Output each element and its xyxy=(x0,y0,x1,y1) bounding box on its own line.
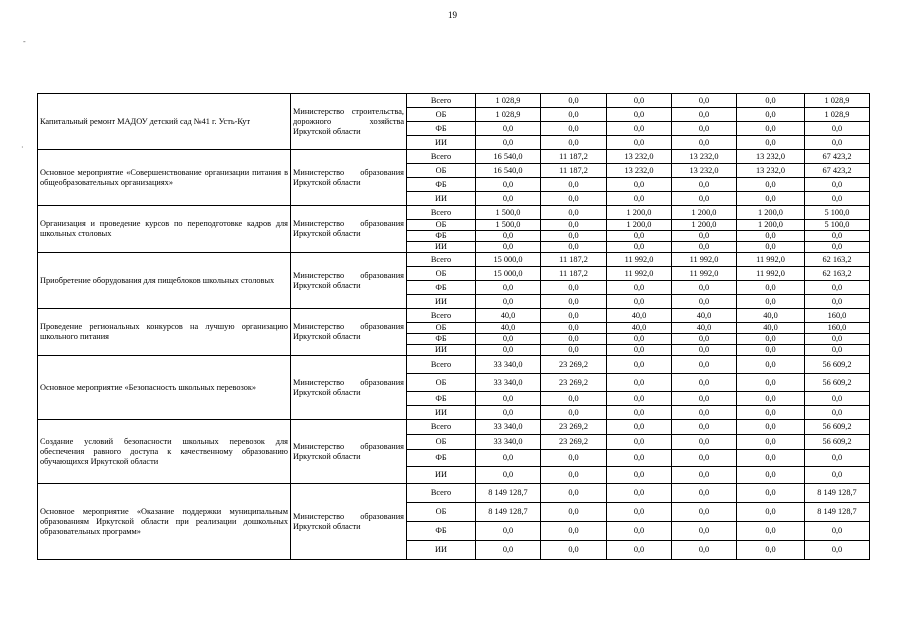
amount-cell: 0,0 xyxy=(737,522,805,541)
amount-cell: 0,0 xyxy=(672,420,737,435)
amount-cell: 8 149 128,7 xyxy=(476,484,541,503)
amount-cell: 1 500,0 xyxy=(476,206,541,220)
amount-cell: 0,0 xyxy=(607,231,672,242)
funding-source-cell: ФБ xyxy=(407,450,476,467)
amount-cell: 0,0 xyxy=(737,345,805,356)
amount-cell: 0,0 xyxy=(672,334,737,345)
funding-source-cell: ФБ xyxy=(407,178,476,192)
amount-cell: 0,0 xyxy=(607,178,672,192)
executor-cell: Министерство строительства, дорожного хозяйства Иркутской области xyxy=(291,94,407,150)
amount-cell: 56 609,2 xyxy=(805,435,870,450)
amount-cell: 0,0 xyxy=(476,122,541,136)
event-name-cell: Создание условий безопасности школьных перевозок для обеспечения равного доступа к качественному образованию обучающихся Иркутской области xyxy=(38,420,291,484)
amount-cell: 5 100,0 xyxy=(805,206,870,220)
amount-cell: 0,0 xyxy=(737,192,805,206)
amount-cell: 1 028,9 xyxy=(805,94,870,108)
amount-cell: 0,0 xyxy=(476,541,541,560)
amount-cell: 0,0 xyxy=(541,309,607,323)
amount-cell: 0,0 xyxy=(672,108,737,122)
page-number: 19 xyxy=(448,10,457,20)
amount-cell: 0,0 xyxy=(607,281,672,295)
funding-source-cell: ИИ xyxy=(407,345,476,356)
amount-cell: 0,0 xyxy=(737,231,805,242)
amount-cell: 13 232,0 xyxy=(672,164,737,178)
amount-cell: 0,0 xyxy=(607,122,672,136)
funding-source-cell: ОБ xyxy=(407,220,476,231)
amount-cell: 56 609,2 xyxy=(805,420,870,435)
amount-cell: 0,0 xyxy=(476,467,541,484)
funding-source-cell: ОБ xyxy=(407,323,476,334)
amount-cell: 56 609,2 xyxy=(805,374,870,392)
event-name-cell: Основное мероприятие «Совершенствование организации питания в общеобразовательных организациях» xyxy=(38,150,291,206)
amount-cell: 40,0 xyxy=(607,323,672,334)
amount-cell: 0,0 xyxy=(672,281,737,295)
amount-cell: 0,0 xyxy=(476,178,541,192)
funding-source-cell: Всего xyxy=(407,206,476,220)
funding-source-cell: Всего xyxy=(407,150,476,164)
amount-cell: 0,0 xyxy=(607,467,672,484)
table-row xyxy=(38,484,870,503)
amount-cell: 0,0 xyxy=(672,136,737,150)
executor-cell: Министерство образования Иркутской области xyxy=(291,356,407,420)
amount-cell: 0,0 xyxy=(607,295,672,309)
amount-cell: 11 187,2 xyxy=(541,164,607,178)
table-body xyxy=(38,94,870,560)
amount-cell: 8 149 128,7 xyxy=(805,503,870,522)
funding-source-cell: ФБ xyxy=(407,392,476,406)
amount-cell: 33 340,0 xyxy=(476,356,541,374)
amount-cell: 0,0 xyxy=(541,484,607,503)
amount-cell: 15 000,0 xyxy=(476,267,541,281)
funding-source-cell: ИИ xyxy=(407,192,476,206)
amount-cell: 0,0 xyxy=(541,206,607,220)
amount-cell: 11 187,2 xyxy=(541,253,607,267)
amount-cell: 0,0 xyxy=(737,467,805,484)
amount-cell: 13 232,0 xyxy=(672,150,737,164)
amount-cell: 0,0 xyxy=(476,281,541,295)
table-row xyxy=(38,150,870,164)
amount-cell: 0,0 xyxy=(805,541,870,560)
amount-cell: 0,0 xyxy=(672,503,737,522)
amount-cell: 0,0 xyxy=(672,345,737,356)
amount-cell: 16 540,0 xyxy=(476,150,541,164)
amount-cell: 5 100,0 xyxy=(805,220,870,231)
amount-cell: 11 992,0 xyxy=(672,267,737,281)
amount-cell: 0,0 xyxy=(805,178,870,192)
amount-cell: 40,0 xyxy=(737,309,805,323)
amount-cell: 0,0 xyxy=(476,295,541,309)
amount-cell: 1 500,0 xyxy=(476,220,541,231)
table-row xyxy=(38,309,870,323)
amount-cell: 0,0 xyxy=(737,334,805,345)
amount-cell: 67 423,2 xyxy=(805,150,870,164)
amount-cell: 0,0 xyxy=(607,345,672,356)
funding-source-cell: Всего xyxy=(407,420,476,435)
funding-source-cell: Всего xyxy=(407,309,476,323)
amount-cell: 160,0 xyxy=(805,323,870,334)
amount-cell: 0,0 xyxy=(607,435,672,450)
amount-cell: 0,0 xyxy=(737,392,805,406)
funding-source-cell: ФБ xyxy=(407,522,476,541)
amount-cell: 0,0 xyxy=(672,94,737,108)
scan-mark: - xyxy=(23,37,26,46)
executor-cell: Министерство образования Иркутской области xyxy=(291,253,407,309)
amount-cell: 0,0 xyxy=(541,231,607,242)
amount-cell: 1 200,0 xyxy=(737,206,805,220)
funding-source-cell: ИИ xyxy=(407,136,476,150)
amount-cell: 13 232,0 xyxy=(607,164,672,178)
amount-cell: 0,0 xyxy=(476,136,541,150)
amount-cell: 0,0 xyxy=(805,345,870,356)
amount-cell: 0,0 xyxy=(672,435,737,450)
amount-cell: 0,0 xyxy=(672,242,737,253)
funding-source-cell: ИИ xyxy=(407,467,476,484)
amount-cell: 0,0 xyxy=(541,450,607,467)
amount-cell: 40,0 xyxy=(476,323,541,334)
event-name-cell: Проведение региональных конкурсов на лучшую организацию школьного питания xyxy=(38,309,291,356)
amount-cell: 15 000,0 xyxy=(476,253,541,267)
amount-cell: 0,0 xyxy=(737,122,805,136)
event-name-cell: Организация и проведение курсов по переподготовке кадров для школьных столовых xyxy=(38,206,291,253)
amount-cell: 0,0 xyxy=(737,242,805,253)
amount-cell: 0,0 xyxy=(737,356,805,374)
amount-cell: 0,0 xyxy=(476,392,541,406)
amount-cell: 13 232,0 xyxy=(607,150,672,164)
amount-cell: 0,0 xyxy=(541,281,607,295)
amount-cell: 0,0 xyxy=(805,281,870,295)
amount-cell: 23 269,2 xyxy=(541,435,607,450)
amount-cell: 0,0 xyxy=(541,192,607,206)
amount-cell: 0,0 xyxy=(607,334,672,345)
amount-cell: 0,0 xyxy=(672,356,737,374)
funding-source-cell: ОБ xyxy=(407,374,476,392)
amount-cell: 0,0 xyxy=(737,136,805,150)
executor-cell: Министерство образования Иркутской области xyxy=(291,206,407,253)
amount-cell: 0,0 xyxy=(672,392,737,406)
amount-cell: 11 992,0 xyxy=(607,253,672,267)
amount-cell: 0,0 xyxy=(607,406,672,420)
funding-source-cell: Всего xyxy=(407,253,476,267)
amount-cell: 0,0 xyxy=(541,503,607,522)
amount-cell: 11 187,2 xyxy=(541,150,607,164)
amount-cell: 0,0 xyxy=(476,450,541,467)
amount-cell: 23 269,2 xyxy=(541,356,607,374)
executor-cell: Министерство образования Иркутской области xyxy=(291,309,407,356)
amount-cell: 0,0 xyxy=(607,108,672,122)
amount-cell: 0,0 xyxy=(541,323,607,334)
amount-cell: 40,0 xyxy=(607,309,672,323)
amount-cell: 0,0 xyxy=(805,467,870,484)
funding-source-cell: Всего xyxy=(407,484,476,503)
amount-cell: 1 200,0 xyxy=(607,220,672,231)
amount-cell: 11 187,2 xyxy=(541,267,607,281)
funding-source-cell: ОБ xyxy=(407,435,476,450)
budget-table xyxy=(37,93,870,560)
table-row xyxy=(38,420,870,435)
amount-cell: 0,0 xyxy=(607,541,672,560)
amount-cell: 0,0 xyxy=(737,178,805,192)
amount-cell: 0,0 xyxy=(805,406,870,420)
amount-cell: 0,0 xyxy=(672,122,737,136)
amount-cell: 0,0 xyxy=(737,450,805,467)
funding-source-cell: Всего xyxy=(407,356,476,374)
amount-cell: 33 340,0 xyxy=(476,435,541,450)
amount-cell: 0,0 xyxy=(737,281,805,295)
amount-cell: 0,0 xyxy=(607,94,672,108)
amount-cell: 33 340,0 xyxy=(476,374,541,392)
amount-cell: 62 163,2 xyxy=(805,267,870,281)
funding-source-cell: ИИ xyxy=(407,541,476,560)
amount-cell: 0,0 xyxy=(476,192,541,206)
amount-cell: 0,0 xyxy=(541,108,607,122)
amount-cell: 56 609,2 xyxy=(805,356,870,374)
amount-cell: 0,0 xyxy=(541,334,607,345)
amount-cell: 1 200,0 xyxy=(607,206,672,220)
funding-source-cell: ФБ xyxy=(407,281,476,295)
amount-cell: 11 992,0 xyxy=(607,267,672,281)
event-name-cell: Приобретение оборудования для пищеблоков школьных столовых xyxy=(38,253,291,309)
amount-cell: 0,0 xyxy=(607,356,672,374)
amount-cell: 0,0 xyxy=(541,178,607,192)
table-row xyxy=(38,356,870,374)
amount-cell: 40,0 xyxy=(672,309,737,323)
amount-cell: 0,0 xyxy=(672,467,737,484)
amount-cell: 0,0 xyxy=(672,484,737,503)
amount-cell: 0,0 xyxy=(672,541,737,560)
funding-source-cell: ОБ xyxy=(407,164,476,178)
amount-cell: 0,0 xyxy=(805,136,870,150)
amount-cell: 40,0 xyxy=(737,323,805,334)
amount-cell: 0,0 xyxy=(672,522,737,541)
amount-cell: 67 423,2 xyxy=(805,164,870,178)
funding-source-cell: ОБ xyxy=(407,267,476,281)
amount-cell: 0,0 xyxy=(805,192,870,206)
amount-cell: 0,0 xyxy=(541,136,607,150)
amount-cell: 0,0 xyxy=(541,467,607,484)
funding-source-cell: ФБ xyxy=(407,231,476,242)
amount-cell: 0,0 xyxy=(607,374,672,392)
amount-cell: 0,0 xyxy=(672,231,737,242)
amount-cell: 11 992,0 xyxy=(737,253,805,267)
amount-cell: 0,0 xyxy=(805,522,870,541)
amount-cell: 0,0 xyxy=(476,242,541,253)
amount-cell: 0,0 xyxy=(672,406,737,420)
amount-cell: 0,0 xyxy=(805,231,870,242)
amount-cell: 33 340,0 xyxy=(476,420,541,435)
funding-source-cell: ИИ xyxy=(407,295,476,309)
amount-cell: 0,0 xyxy=(607,420,672,435)
amount-cell: 0,0 xyxy=(541,122,607,136)
amount-cell: 1 200,0 xyxy=(672,206,737,220)
amount-cell: 0,0 xyxy=(805,450,870,467)
amount-cell: 0,0 xyxy=(541,345,607,356)
funding-source-cell: ОБ xyxy=(407,108,476,122)
table-row xyxy=(38,206,870,220)
amount-cell: 0,0 xyxy=(737,503,805,522)
amount-cell: 0,0 xyxy=(541,295,607,309)
amount-cell: 0,0 xyxy=(672,374,737,392)
amount-cell: 23 269,2 xyxy=(541,420,607,435)
executor-cell: Министерство образования Иркутской области xyxy=(291,420,407,484)
amount-cell: 0,0 xyxy=(805,122,870,136)
scan-mark: · xyxy=(21,143,24,152)
amount-cell: 13 232,0 xyxy=(737,150,805,164)
amount-cell: 11 992,0 xyxy=(737,267,805,281)
amount-cell: 0,0 xyxy=(607,484,672,503)
amount-cell: 0,0 xyxy=(672,192,737,206)
amount-cell: 62 163,2 xyxy=(805,253,870,267)
amount-cell: 0,0 xyxy=(805,242,870,253)
amount-cell: 0,0 xyxy=(737,406,805,420)
amount-cell: 0,0 xyxy=(737,94,805,108)
amount-cell: 0,0 xyxy=(672,450,737,467)
amount-cell: 0,0 xyxy=(607,450,672,467)
amount-cell: 0,0 xyxy=(805,295,870,309)
amount-cell: 11 992,0 xyxy=(672,253,737,267)
amount-cell: 23 269,2 xyxy=(541,374,607,392)
amount-cell: 0,0 xyxy=(541,392,607,406)
amount-cell: 0,0 xyxy=(541,406,607,420)
amount-cell: 0,0 xyxy=(737,541,805,560)
funding-source-cell: ФБ xyxy=(407,334,476,345)
amount-cell: 0,0 xyxy=(737,420,805,435)
executor-cell: Министерство образования Иркутской области xyxy=(291,150,407,206)
amount-cell: 0,0 xyxy=(672,178,737,192)
amount-cell: 0,0 xyxy=(805,392,870,406)
amount-cell: 40,0 xyxy=(476,309,541,323)
amount-cell: 0,0 xyxy=(737,295,805,309)
amount-cell: 0,0 xyxy=(541,541,607,560)
amount-cell: 1 028,9 xyxy=(476,94,541,108)
amount-cell: 8 149 128,7 xyxy=(805,484,870,503)
amount-cell: 0,0 xyxy=(805,334,870,345)
funding-source-cell: ОБ xyxy=(407,503,476,522)
amount-cell: 0,0 xyxy=(607,392,672,406)
amount-cell: 16 540,0 xyxy=(476,164,541,178)
table-row xyxy=(38,94,870,108)
amount-cell: 0,0 xyxy=(607,242,672,253)
event-name-cell: Основное мероприятие «Безопасность школьных перевозок» xyxy=(38,356,291,420)
amount-cell: 0,0 xyxy=(541,242,607,253)
event-name-cell: Основное мероприятие «Оказание поддержки муниципальным образованиям Иркутской области при реализации дошкольных образовательных программ» xyxy=(38,484,291,560)
funding-source-cell: ИИ xyxy=(407,242,476,253)
amount-cell: 0,0 xyxy=(607,503,672,522)
amount-cell: 160,0 xyxy=(805,309,870,323)
event-name-cell: Капитальный ремонт МАДОУ детский сад №41 г. Усть-Кут xyxy=(38,94,291,150)
amount-cell: 0,0 xyxy=(672,295,737,309)
amount-cell: 0,0 xyxy=(737,374,805,392)
amount-cell: 0,0 xyxy=(737,108,805,122)
amount-cell: 0,0 xyxy=(476,522,541,541)
funding-source-cell: ИИ xyxy=(407,406,476,420)
amount-cell: 8 149 128,7 xyxy=(476,503,541,522)
amount-cell: 0,0 xyxy=(607,192,672,206)
amount-cell: 0,0 xyxy=(541,522,607,541)
amount-cell: 1 028,9 xyxy=(476,108,541,122)
funding-source-cell: Всего xyxy=(407,94,476,108)
amount-cell: 0,0 xyxy=(476,231,541,242)
amount-cell: 0,0 xyxy=(737,435,805,450)
amount-cell: 1 200,0 xyxy=(737,220,805,231)
amount-cell: 1 200,0 xyxy=(672,220,737,231)
amount-cell: 1 028,9 xyxy=(805,108,870,122)
amount-cell: 0,0 xyxy=(476,406,541,420)
amount-cell: 13 232,0 xyxy=(737,164,805,178)
amount-cell: 0,0 xyxy=(541,94,607,108)
table-row xyxy=(38,253,870,267)
funding-source-cell: ФБ xyxy=(407,122,476,136)
amount-cell: 0,0 xyxy=(607,136,672,150)
amount-cell: 40,0 xyxy=(672,323,737,334)
amount-cell: 0,0 xyxy=(476,334,541,345)
amount-cell: 0,0 xyxy=(476,345,541,356)
amount-cell: 0,0 xyxy=(737,484,805,503)
amount-cell: 0,0 xyxy=(607,522,672,541)
amount-cell: 0,0 xyxy=(541,220,607,231)
executor-cell: Министерство образования Иркутской области xyxy=(291,484,407,560)
